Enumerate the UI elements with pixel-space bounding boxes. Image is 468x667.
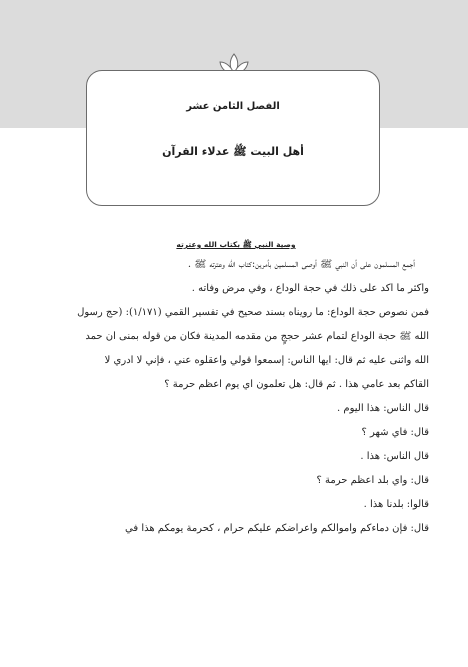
paragraph-line: قال: وأي بلد أعظم حرمة ؟ — [316, 475, 429, 486]
paragraph-line: قال الناس: هذا . — [360, 451, 429, 462]
paragraph-line: قال: فإن دماءكم وأموالكم وأعراضكم عليكم حرام ، كحرمة يومكم هذا في — [125, 523, 429, 534]
paragraph-line: ألقاكم بعد عامي هذا . ثم قال: هل تعلمون أي يوم أعظم حرمة ؟ — [164, 379, 429, 390]
chapter-title: أهل البيت ﷺ عدلاء القرآن — [162, 145, 304, 158]
section-heading: وصية النبي ﷺ بكتاب الله وعترته — [176, 240, 296, 249]
chapter-title-box — [86, 70, 380, 206]
paragraph-line: أجمع المسلمون على أن النبي ﷺ أوصى المسلمين بأمرين:كتاب الله وعترته ﷺ . — [187, 259, 415, 270]
paragraph-line: فمن نصوص حجة الوداع: ما رويناه بسند صحيح في تفسير القمي (١/١٧١): (حج رسول — [77, 307, 429, 318]
paragraph-line: وأكثر ما أكد على ذلك في حجة الوداع ، وفي مرض وفاته . — [191, 283, 429, 294]
paragraph-line: الله وأثنى عليه ثم قال: أيها الناس: إسمعوا قولي واعقلوه عني ، فإني لا أدري لا — [104, 355, 429, 366]
paragraph-line: الله ﷺ حجة الوداع لتمام عشر حججٍ من مقدمه المدينة فكان من قوله بمنى أن حمد — [85, 331, 429, 342]
paragraph-line: قال الناس: هذا اليوم . — [337, 403, 429, 414]
body-text — [43, 240, 429, 547]
chapter-number: الفصل الثامن عشر — [186, 101, 280, 112]
paragraph-line: قالوا: بلدنا هذا . — [363, 499, 429, 510]
paragraph-line: قال: فأي شهر ؟ — [361, 427, 429, 438]
